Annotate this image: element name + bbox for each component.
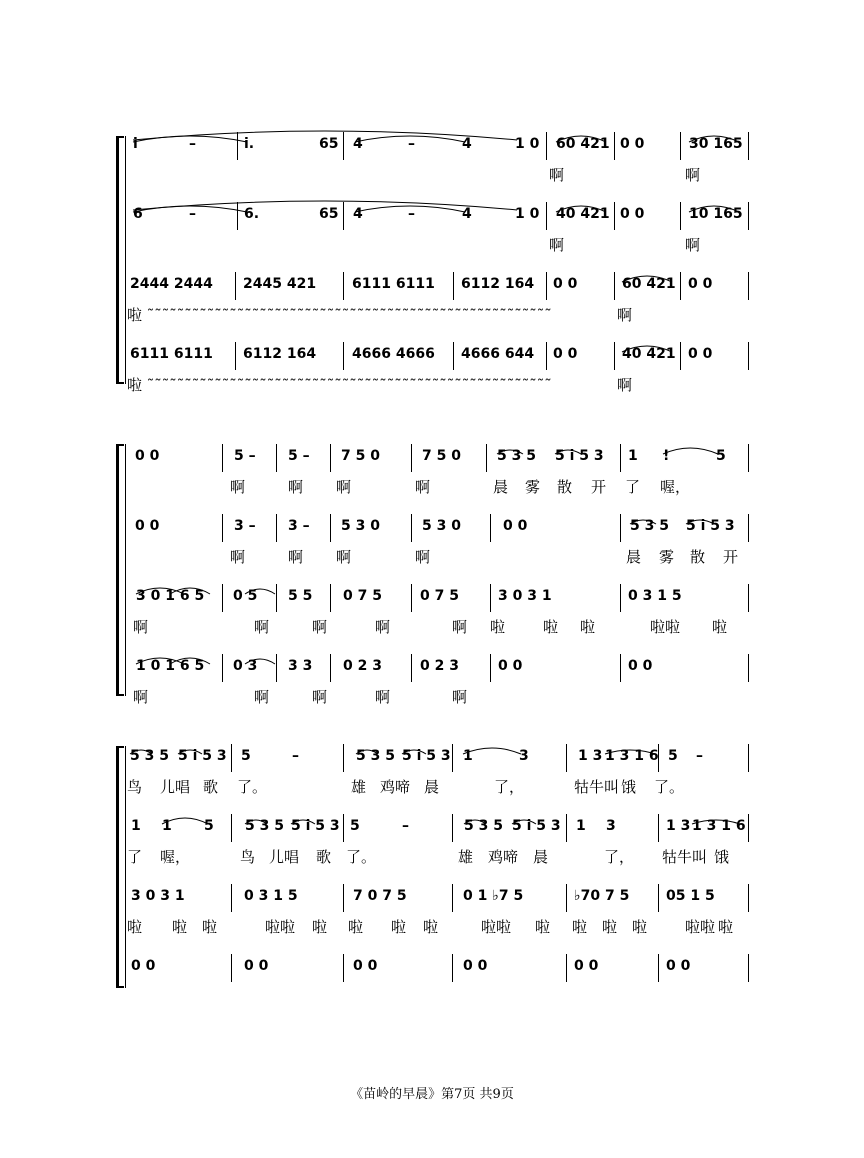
lyric: 啦 <box>348 918 364 936</box>
barline <box>614 132 615 160</box>
note-group: 4 <box>353 206 363 222</box>
lyric: 散 <box>557 478 573 496</box>
note-group: 5 – <box>234 448 256 464</box>
note-group: 4 <box>353 136 363 152</box>
lyric: 散 <box>690 548 706 566</box>
staff <box>0 338 864 394</box>
note-group: ♭70 7 5 <box>574 888 630 904</box>
barline <box>343 814 344 842</box>
note-group: i <box>133 136 138 152</box>
note-group: 6 <box>133 206 143 222</box>
staff <box>0 510 864 566</box>
note-group: 0 2 3 <box>343 658 382 674</box>
note-group: 5 i 5 3 <box>686 518 735 534</box>
note-group: 1 3 <box>578 748 603 764</box>
note-group: 5 3 5 <box>497 448 536 464</box>
lyric: 啊 <box>617 376 633 394</box>
note-group: 60 421 <box>556 136 610 152</box>
barline <box>748 584 749 612</box>
lyric: 啊 <box>375 618 391 636</box>
note-group: 30 165 <box>689 136 743 152</box>
lyric: 了。 <box>346 848 377 866</box>
note-group: 5 i 5 3 <box>402 748 451 764</box>
staff <box>0 580 864 636</box>
lyric: 啦 <box>535 918 551 936</box>
lyric: 啊 <box>254 618 270 636</box>
barline <box>566 814 567 842</box>
barline <box>453 272 454 300</box>
barline <box>614 342 615 370</box>
lyric: 开 <box>591 478 607 496</box>
note-group: 1 <box>628 448 638 464</box>
lyric: 晨 <box>626 548 642 566</box>
note-group: 3 0 3 1 <box>498 588 552 604</box>
note-group: 0 0 <box>244 958 269 974</box>
lyric: 歌 <box>316 848 332 866</box>
barline <box>343 132 344 160</box>
barline <box>276 584 277 612</box>
lyric: 啦 <box>572 918 588 936</box>
note-group: 5 5 <box>288 588 313 604</box>
lyric: 啊 <box>685 166 701 184</box>
barline <box>231 814 232 842</box>
note-group: 5 i 5 3 <box>555 448 604 464</box>
lyric: 啊 <box>230 478 246 496</box>
lyric: 啦啦 <box>685 918 716 936</box>
barline <box>748 514 749 542</box>
note-group: 1 <box>162 818 172 834</box>
lyric: 啦 <box>490 618 506 636</box>
barline <box>222 514 223 542</box>
staff <box>0 650 864 706</box>
lyric: 了 <box>127 848 143 866</box>
barline <box>748 814 749 842</box>
lyric: 歌 <box>203 778 219 796</box>
barline <box>490 514 491 542</box>
note-group: 1 <box>463 748 473 764</box>
note-group: 5 <box>668 748 678 764</box>
lyric: 晨 <box>533 848 549 866</box>
note-group: 0 0 <box>553 276 578 292</box>
lyric: 啊 <box>415 478 431 496</box>
lyric: 啊 <box>133 618 149 636</box>
barline <box>658 884 659 912</box>
note-group: 2444 2444 <box>130 276 213 292</box>
barline <box>330 514 331 542</box>
lyric: 啊 <box>312 618 328 636</box>
note-group: 3 <box>606 818 616 834</box>
staff <box>0 128 864 184</box>
barline <box>546 272 547 300</box>
lyric: 雾 <box>525 478 541 496</box>
note-group: 5 i 5 3 <box>178 748 227 764</box>
lyric: 啊 <box>685 236 701 254</box>
lyric: 啊 <box>312 688 328 706</box>
note-group: 0 0 <box>463 958 488 974</box>
note-group: 1 <box>131 818 141 834</box>
lyric: 啦 <box>712 618 728 636</box>
note-group: – <box>402 818 409 834</box>
lyric: 啦 <box>423 918 439 936</box>
note-group: 0 2 3 <box>420 658 459 674</box>
lyric: 啊 <box>288 548 304 566</box>
lyric: 啦 ˜˜˜˜˜˜˜˜˜˜˜˜˜˜˜˜˜˜˜˜˜˜˜˜˜˜˜˜˜˜˜˜˜˜˜˜˜˜˜˜˜˜˜˜˜˜˜˜˜˜˜˜˜˜ <box>127 376 552 394</box>
lyric: 啊 <box>288 478 304 496</box>
note-group: i. <box>244 136 255 152</box>
page-footer: 《苗岭的早晨》第7页 共9页 <box>350 1087 514 1102</box>
note-group: 7 5 0 <box>422 448 461 464</box>
note-group: – <box>696 748 703 764</box>
note-group: 6112 164 <box>243 346 317 362</box>
barline <box>490 584 491 612</box>
note-group: 1 <box>576 818 586 834</box>
note-group: 5 3 5 <box>464 818 503 834</box>
lyric: 晨 <box>493 478 509 496</box>
barline <box>330 654 331 682</box>
lyric: 啊 <box>617 306 633 324</box>
lyric: 啊 <box>452 688 468 706</box>
note-group: 4 <box>462 136 472 152</box>
barline <box>222 584 223 612</box>
barline <box>748 654 749 682</box>
note-group: 2445 421 <box>243 276 317 292</box>
barline <box>237 132 238 160</box>
lyric: 啦 <box>172 918 188 936</box>
lyric: 喔， <box>660 478 691 496</box>
lyric: 了。 <box>237 778 268 796</box>
note-group: 3 0 3 1 <box>131 888 185 904</box>
note-group: – <box>292 748 299 764</box>
note-group: 5 <box>204 818 214 834</box>
barline <box>231 954 232 982</box>
lyric: 啦 <box>602 918 618 936</box>
barline <box>452 954 453 982</box>
lyric: 雄 <box>351 778 367 796</box>
barline <box>343 884 344 912</box>
barline <box>411 654 412 682</box>
lyric: 鸟 <box>127 778 143 796</box>
note-group: 0 0 <box>135 448 160 464</box>
note-group: 5 3 5 <box>130 748 169 764</box>
lyric: 啦啦 <box>265 918 296 936</box>
note-group: 4 <box>462 206 472 222</box>
note-group: 7 5 0 <box>341 448 380 464</box>
note-group: 0 0 <box>498 658 523 674</box>
note-group: 1 3 <box>666 818 691 834</box>
note-group: 40 421 <box>556 206 610 222</box>
lyric: 啦 <box>312 918 328 936</box>
barline <box>748 132 749 160</box>
lyric: 啦啦 <box>481 918 512 936</box>
note-group: 0 0 <box>628 658 653 674</box>
note-group: 6. <box>244 206 260 222</box>
lyric: 啊 <box>254 688 270 706</box>
barline <box>748 954 749 982</box>
lyric: 啦 ˜˜˜˜˜˜˜˜˜˜˜˜˜˜˜˜˜˜˜˜˜˜˜˜˜˜˜˜˜˜˜˜˜˜˜˜˜˜˜˜˜˜˜˜˜˜˜˜˜˜˜˜˜˜ <box>127 306 552 324</box>
note-group: 6111 6111 <box>130 346 213 362</box>
note-group: 0 0 <box>353 958 378 974</box>
note-group: 7 0 7 5 <box>353 888 407 904</box>
barline <box>546 202 547 230</box>
barline <box>658 814 659 842</box>
barline <box>343 744 344 772</box>
note-group: 1 3 1 6 <box>605 748 659 764</box>
barline <box>748 744 749 772</box>
barline <box>680 132 681 160</box>
note-group: 5 <box>716 448 726 464</box>
note-group: 60 421 <box>622 276 676 292</box>
note-group: 5 – <box>288 448 310 464</box>
barline <box>237 202 238 230</box>
lyric: 饿 <box>621 778 637 796</box>
note-group: – <box>408 136 415 152</box>
lyric: 啦 <box>632 918 648 936</box>
note-group: 0 0 <box>131 958 156 974</box>
barline <box>546 342 547 370</box>
barline <box>222 444 223 472</box>
lyric: 儿唱 <box>269 848 300 866</box>
barline <box>680 342 681 370</box>
barline <box>411 444 412 472</box>
lyric: 啊 <box>336 478 352 496</box>
barline <box>276 514 277 542</box>
lyric: 了， <box>604 848 635 866</box>
barline <box>235 342 236 370</box>
lyric: 啊 <box>415 548 431 566</box>
lyric: 啦 <box>580 618 596 636</box>
note-group: 0 3 <box>233 658 258 674</box>
lyric: 喔， <box>160 848 191 866</box>
staff <box>0 880 864 936</box>
note-group: 0 7 5 <box>343 588 382 604</box>
lyric: 饿 <box>714 848 730 866</box>
barline <box>411 584 412 612</box>
lyric: 啊 <box>452 618 468 636</box>
note-group: 5 <box>241 748 251 764</box>
note-group: 4666 4666 <box>352 346 435 362</box>
note-group: 0 0 <box>666 958 691 974</box>
barline <box>566 954 567 982</box>
barline <box>748 884 749 912</box>
note-group: 1 0 <box>515 136 540 152</box>
note-group: 0 0 <box>620 136 645 152</box>
note-group: 3 0 1 6 5 <box>136 588 205 604</box>
barline <box>748 444 749 472</box>
note-group: 10 165 <box>689 206 743 222</box>
lyric: 啊 <box>336 548 352 566</box>
barline <box>452 814 453 842</box>
note-group: 0 7 5 <box>420 588 459 604</box>
score-system-2 <box>0 440 864 710</box>
note-group: 0 0 <box>620 206 645 222</box>
barline <box>620 584 621 612</box>
lyric: 啊 <box>375 688 391 706</box>
note-group: 0 0 <box>574 958 599 974</box>
note-group: 6111 6111 <box>352 276 435 292</box>
note-group: 0 0 <box>688 276 713 292</box>
staff <box>0 950 864 1002</box>
barline <box>343 272 344 300</box>
lyric: 了。 <box>654 778 685 796</box>
note-group: 4666 644 <box>461 346 535 362</box>
note-group: 1 0 <box>515 206 540 222</box>
barline <box>222 654 223 682</box>
lyric: 鸟 <box>240 848 256 866</box>
barline <box>748 272 749 300</box>
barline <box>452 744 453 772</box>
barline <box>343 342 344 370</box>
barline <box>276 444 277 472</box>
note-group: – <box>408 206 415 222</box>
note-group: 65 <box>319 206 339 222</box>
note-group: 5 3 0 <box>422 518 461 534</box>
barline <box>748 202 749 230</box>
lyric: 啊 <box>549 166 565 184</box>
score-system-1 <box>0 128 864 398</box>
note-group: 5 3 0 <box>341 518 380 534</box>
lyric: 牯牛叫 <box>662 848 708 866</box>
barline <box>490 654 491 682</box>
barline <box>231 744 232 772</box>
staff <box>0 810 864 866</box>
barline <box>620 444 621 472</box>
barline <box>343 202 344 230</box>
lyric: 啦 <box>202 918 218 936</box>
note-group: 40 421 <box>622 346 676 362</box>
lyric: 啊 <box>230 548 246 566</box>
lyric: 牯牛叫 <box>574 778 620 796</box>
note-group: 0 0 <box>503 518 528 534</box>
note-group: 0 1 ♭7 5 <box>463 888 524 904</box>
barline <box>453 342 454 370</box>
lyric: 雾 <box>659 548 675 566</box>
lyric: 雄 <box>458 848 474 866</box>
note-group: 5 3 5 <box>356 748 395 764</box>
note-group: ! <box>663 448 670 464</box>
barline <box>235 272 236 300</box>
barline <box>330 584 331 612</box>
note-group: 3 <box>519 748 529 764</box>
lyric: 啊 <box>133 688 149 706</box>
note-group: 3 – <box>234 518 256 534</box>
barline <box>680 202 681 230</box>
note-group: 0 3 1 5 <box>244 888 298 904</box>
lyric: 啦 <box>718 918 734 936</box>
barline <box>411 514 412 542</box>
note-group: 3 – <box>288 518 310 534</box>
lyric: 儿唱 <box>160 778 191 796</box>
barline <box>330 444 331 472</box>
note-group: 1 0 1 6 5 <box>136 658 205 674</box>
note-group: – <box>189 136 196 152</box>
note-group: 05 1 5 <box>666 888 715 904</box>
staff <box>0 440 864 496</box>
lyric: 鸡啼 <box>380 778 411 796</box>
note-group: 5 i 5 3 <box>291 818 340 834</box>
note-group: 65 <box>319 136 339 152</box>
lyric: 鸡啼 <box>488 848 519 866</box>
lyric: 啊 <box>549 236 565 254</box>
note-group: 5 3 5 <box>630 518 669 534</box>
lyric: 了 <box>625 478 641 496</box>
barline <box>748 342 749 370</box>
barline <box>343 954 344 982</box>
note-group: 0 0 <box>688 346 713 362</box>
barline <box>566 884 567 912</box>
lyric: 开 <box>723 548 739 566</box>
note-group: 3 3 <box>288 658 313 674</box>
lyric: 晨 <box>424 778 440 796</box>
lyric: 啦啦 <box>650 618 681 636</box>
note-group: 0 0 <box>553 346 578 362</box>
note-group: – <box>189 206 196 222</box>
barline <box>231 884 232 912</box>
lyric: 啦 <box>127 918 143 936</box>
barline <box>276 654 277 682</box>
lyric: 啦 <box>543 618 559 636</box>
score-system-3 <box>0 740 864 1010</box>
barline <box>614 202 615 230</box>
note-group: 0 3 1 5 <box>628 588 682 604</box>
note-group: 5 <box>350 818 360 834</box>
staff <box>0 198 864 254</box>
note-group: 5 3 5 <box>245 818 284 834</box>
barline <box>566 744 567 772</box>
note-group: 1 3 1 6 <box>692 818 746 834</box>
note-group: 0 0 <box>135 518 160 534</box>
note-group: 6112 164 <box>461 276 535 292</box>
barline <box>620 514 621 542</box>
note-group: 0 5 <box>233 588 258 604</box>
barline <box>614 272 615 300</box>
barline <box>486 444 487 472</box>
barline <box>658 954 659 982</box>
lyric: 了， <box>494 778 525 796</box>
staff <box>0 740 864 796</box>
barline <box>620 654 621 682</box>
lyric: 啦 <box>391 918 407 936</box>
barline <box>452 884 453 912</box>
staff <box>0 268 864 324</box>
note-group: 5 i 5 3 <box>512 818 561 834</box>
barline <box>546 132 547 160</box>
barline <box>680 272 681 300</box>
